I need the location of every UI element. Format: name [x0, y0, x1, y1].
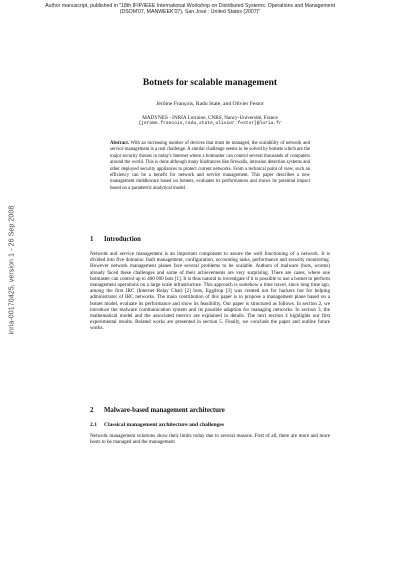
affiliation-text: MADYNES - INRIA Lorraine, CNRS, Nancy-Université, France: [142, 115, 278, 121]
banner-line-2: (DSOM'07, MANWEEK'07), San José : United States (2007)": [119, 9, 261, 15]
abstract: [110, 141, 310, 192]
section-title: Introduction: [104, 236, 141, 243]
classical-architecture-body: Network management solutions show their limits today due to several reasons. First of all, there are more and more hosts to be managed and the management: [90, 433, 330, 446]
section-title: Malware-based management architecture: [104, 407, 225, 414]
abstract-label: Abstract.: [110, 141, 130, 146]
section-heading-architecture: [90, 407, 330, 414]
abstract-text: With an increasing number of devices that must be managed, the scalability of network and service management is a real challenge. A similar challenge seems to be solved by botnets which are the major security threats in today's Internet where a botmaster can control several thousands of computers around the world. This is done although many hindrances like firewalls, intrusion detection systems and other deployed security appliances to protect current networks. From a technical point of view, such an efficiency can be a benefit for network and service management. This paper describes a new management middleware based on botnets, evaluates its performances and shows its potential impact based on a parametric analytical model.: [110, 141, 310, 191]
paper-authors: Jérôme François, Radu State, and Olivier Festor: [156, 101, 264, 107]
publication-banner: [20, 3, 360, 15]
side-identifier-text: inria-00170425, version 1 - 26 Sep 2008: [8, 205, 16, 335]
subsection-heading-classical: [90, 422, 330, 428]
paper-affiliation: [90, 115, 330, 127]
side-identifier: [2, 150, 22, 390]
paper-title: Botnets for scalable management: [142, 78, 278, 88]
section-number: 1: [90, 236, 94, 243]
section-number: 2: [90, 407, 94, 414]
introduction-body: Network and service management is an important component to assure the well functioning of a network. It is divided into five domains: fault management, configuration, accounting tasks, performance and security monitoring. However network management planes face several problems to be scalable. Authors of malware (bots, worms) already faced these challenges and some of their achievements are very surprising. There are cases, where one botmaster can control up to 400 000 bots [1]. It is thus natural to investigate if it is possible to use a botnet to perform management operations on a large scale infrastructure. This approach is somehow a time travel, since long time ago, among the first IRC (Internet Relay Chat) [2] bots, Eggdrop [3] was created not for hackers but for helping administrator of IRC networks. The main contribution of this paper is to propose a management plane based on a botnet model, evaluate its performance and show its feasibility. Our paper is structured as follows. In section 2, we introduce the malware communication system and its possible adaption for managing networks. In section 3, the mathematical model and the associated metrics are explained in details. The next section 4 highlights our first experimental results. Related works are presented in section 5. Finally, we conclude the paper and outline future works.: [90, 251, 330, 332]
banner-line-1: Author manuscript, published in "18th IFIP/IEEE International Workshop on Distributed Systems: Operations and Management: [45, 3, 335, 9]
author-emails: {jerome.francois,radu.state,olivier.festor}@loria.fr: [138, 121, 282, 127]
section-heading-introduction: [90, 236, 330, 243]
subsection-title: Classical management architecture and challenges: [104, 422, 225, 428]
subsection-number: 2.1: [90, 422, 97, 428]
